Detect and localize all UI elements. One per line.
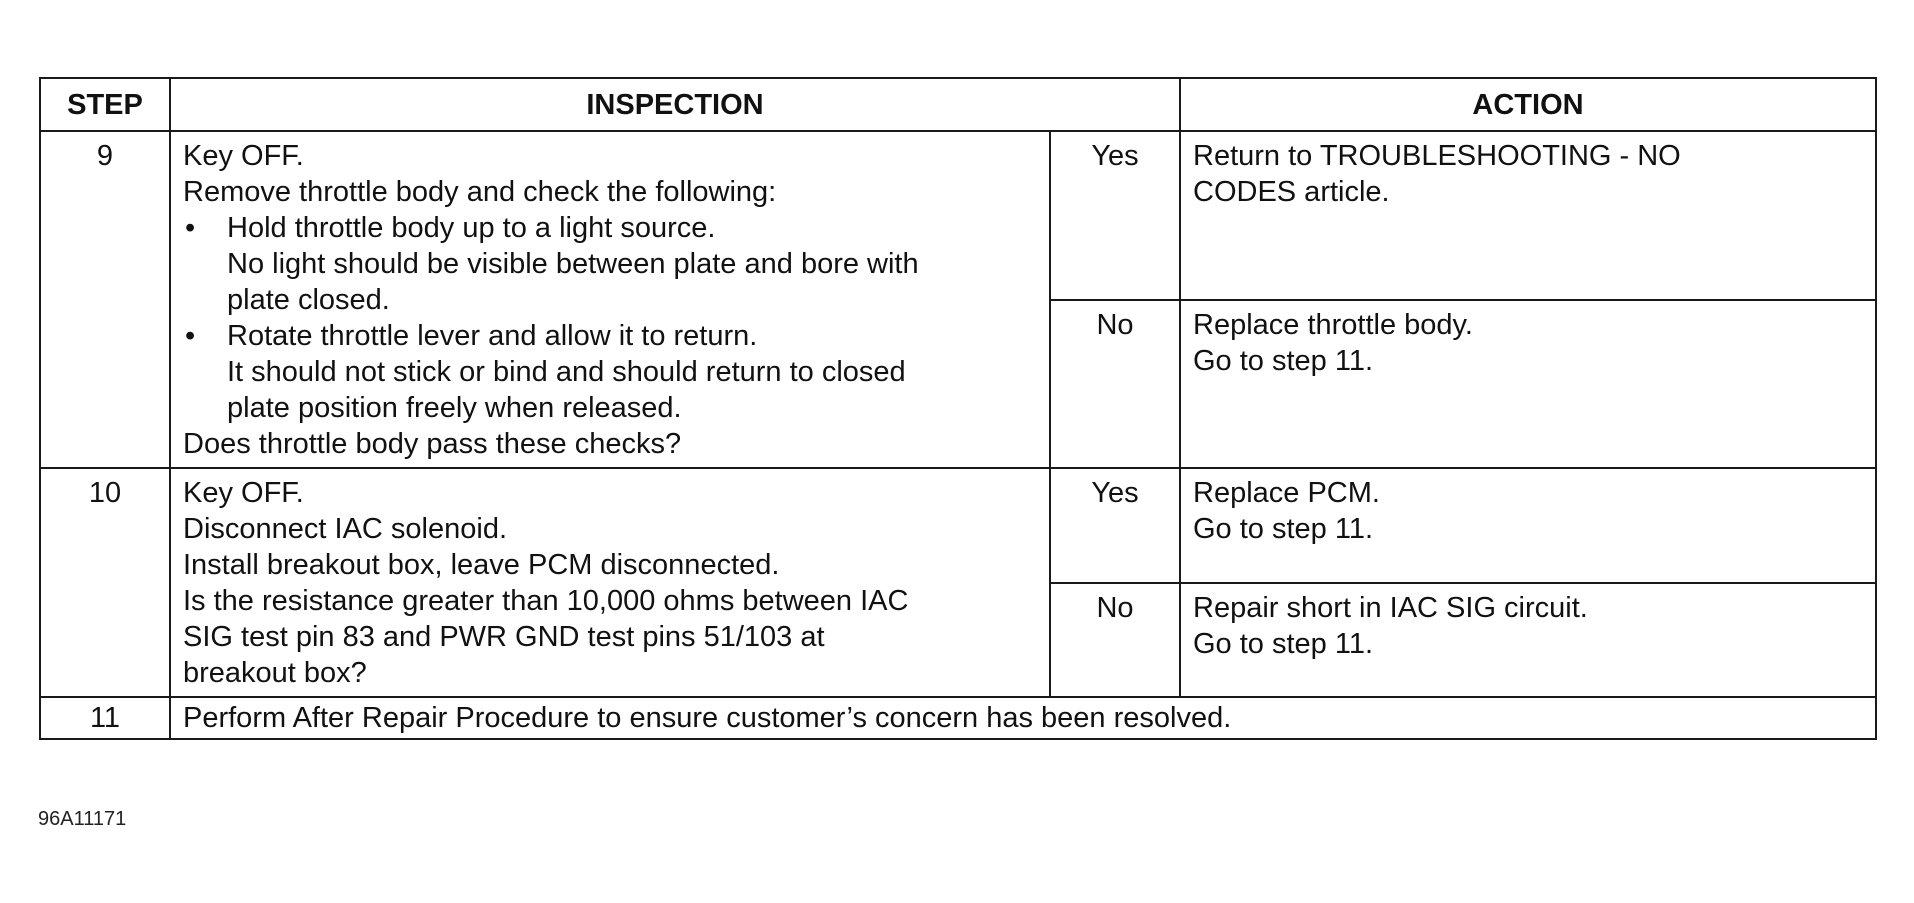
step-9-no-action [1180,300,1876,468]
step-9-question: Does throttle body pass these checks? [183,428,682,460]
step-10-line-3: Install breakout box, leave PCM disconnected. [183,549,780,581]
step-9-inspection [170,131,1050,468]
step-10-line-4: Is the resistance greater than 10,000 ohms between IAC [183,585,909,617]
step-10-no-action [1180,583,1876,698]
bullet-2-line-3: plate position freely when released. [227,392,682,424]
step-9-no-label: No [1050,300,1180,468]
step-10-yes-label: Yes [1050,468,1180,583]
bullet-1-line-2: No light should be visible between plate and bore with [227,248,919,280]
action-line: Go to step 11. [1193,627,1374,660]
bullet-2-line-2: It should not stick or bind and should return to closed [227,356,906,388]
step-header: STEP [40,78,170,131]
action-line: Go to step 11. [1193,345,1374,377]
bullet-1-line-3: plate closed. [227,284,390,316]
action-line: Go to step 11. [1193,513,1374,545]
step-10-line-2: Disconnect IAC solenoid. [183,513,507,545]
step-10-no-label: No [1050,583,1180,698]
bullet-1-line-1: Hold throttle body up to a light source. [227,212,716,244]
action-line: Repair short in IAC SIG circuit. [1193,591,1588,624]
bullet-icon: • [185,320,196,352]
step-9-line-2: Remove throttle body and check the following: [183,176,777,208]
step-9-number: 9 [40,131,170,468]
action-line: Return to TROUBLESHOOTING - NO [1193,140,1681,172]
step-9-bullet-2 [183,318,1037,426]
action-line: CODES article. [1193,176,1390,208]
step-9-bullet-1 [183,210,1037,318]
step-10-line-5: SIG test pin 83 and PWR GND test pins 51/103 at [183,621,825,653]
bullet-icon: • [185,212,196,244]
header-row [40,78,1876,131]
step-10-line-1: Key OFF. [183,477,304,509]
action-line: Replace throttle body. [1193,309,1473,341]
step-9-yes-action [1180,131,1876,300]
step-11-number: 11 [40,697,170,739]
step-11-text: Perform After Repair Procedure to ensure customer’s concern has been resolved. [170,697,1876,739]
step-10-line-6: breakout box? [183,657,367,689]
step-10-inspection [170,468,1050,697]
step-9-yes-label: Yes [1050,131,1180,300]
diagnostic-table [39,77,1877,740]
step-10-yes-row [40,468,1876,583]
step-9-yes-row [40,131,1876,300]
step-11-row [40,697,1876,739]
step-10-yes-action [1180,468,1876,583]
inspection-header: INSPECTION [170,78,1180,131]
step-10-number: 10 [40,468,170,697]
action-header: ACTION [1180,78,1876,131]
step-9-line-1: Key OFF. [183,140,304,172]
bullet-2-line-1: Rotate throttle lever and allow it to return. [227,320,758,352]
action-line: Replace PCM. [1193,477,1380,509]
figure-id: 96A11171 [38,808,127,830]
